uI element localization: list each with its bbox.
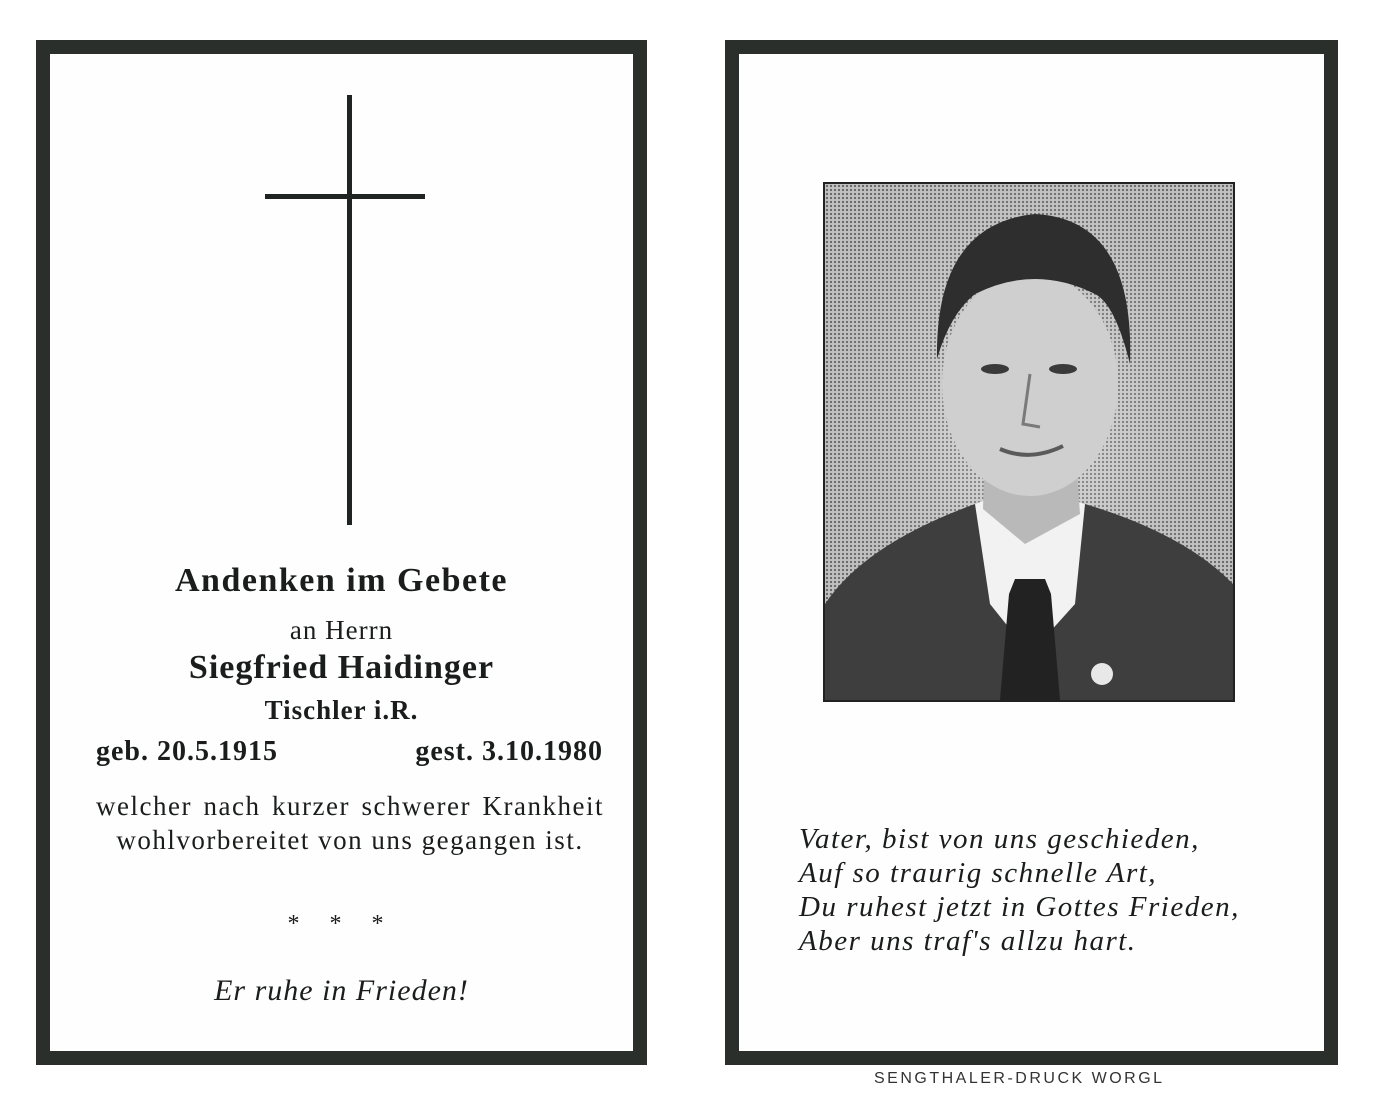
deceased-name: Siegfried Haidinger <box>188 649 495 686</box>
death-date: gest. 3.10.1980 <box>415 736 603 767</box>
birth-date: geb. 20.5.1915 <box>96 736 278 767</box>
printer-imprint: SENGTHALER-DRUCK WORGL <box>874 1070 1165 1087</box>
verse-line: Aber uns traf's allzu hart. <box>799 925 1137 957</box>
portrait-photo-icon <box>823 182 1235 702</box>
death-notice-text: welcher nach kurzer schwerer Krankheit wohlvorbereitet von uns gegangen ist. <box>96 791 604 855</box>
closing-blessing: Er ruhe in Frieden! <box>214 974 469 1007</box>
occupation: Tischler i.R. <box>264 695 419 725</box>
verse-line: Vater, bist von uns geschieden, <box>799 823 1200 855</box>
verse-line: Auf so traurig schnelle Art, <box>799 857 1158 889</box>
latin-cross-icon <box>265 95 435 525</box>
separator-stars: * * * <box>287 911 396 937</box>
verse-line: Du ruhest jetzt in Gottes Frieden, <box>799 891 1240 923</box>
memorial-title: Andenken im Gebete <box>175 562 508 599</box>
salutation: an Herrn <box>289 615 394 645</box>
memorial-card-right <box>725 40 1338 1065</box>
life-dates <box>96 736 603 768</box>
memorial-verse <box>799 822 1240 958</box>
memorial-card-left <box>36 40 647 1065</box>
